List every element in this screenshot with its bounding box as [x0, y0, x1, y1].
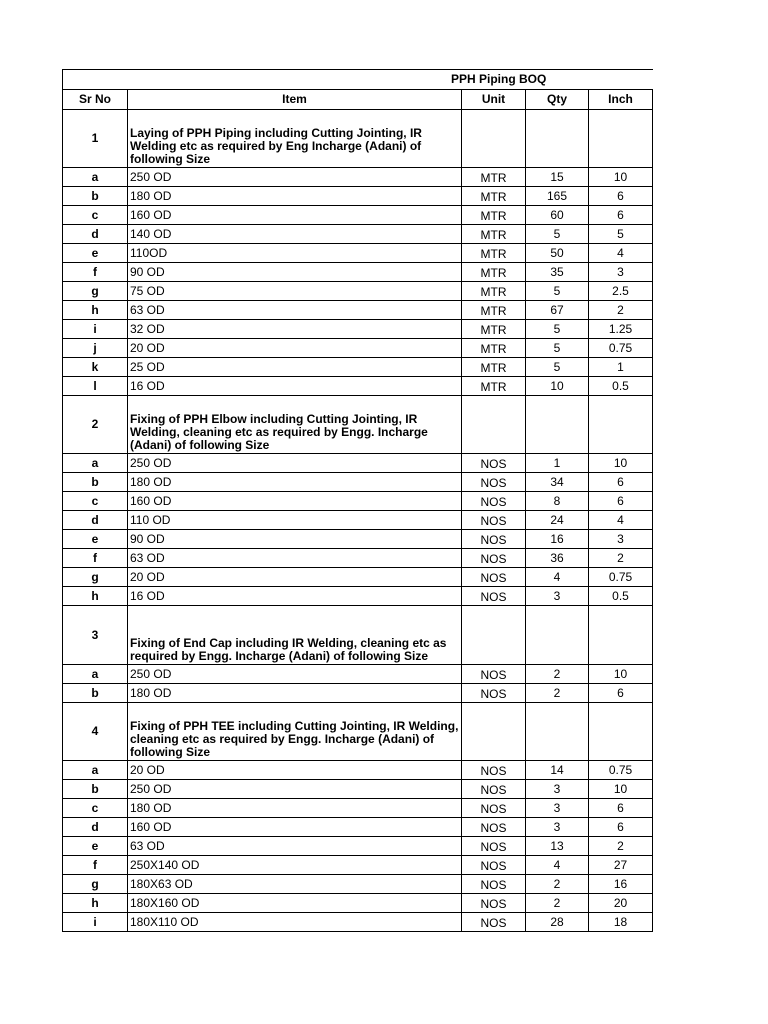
row-item: 160 OD — [128, 818, 462, 837]
row-inch: 4 — [589, 244, 653, 263]
header-qty: Qty — [526, 90, 589, 110]
table-row — [63, 206, 653, 225]
table-row — [63, 761, 653, 780]
row-inch: 6 — [589, 492, 653, 511]
row-unit: NOS — [462, 473, 526, 492]
row-sr-no: k — [63, 358, 128, 377]
row-qty: 3 — [526, 818, 589, 837]
table-row — [63, 511, 653, 530]
row-item: 63 OD — [128, 549, 462, 568]
row-sr-no: f — [63, 856, 128, 875]
section-unit — [462, 703, 526, 761]
row-qty: 14 — [526, 761, 589, 780]
row-inch: 2 — [589, 301, 653, 320]
row-inch: 10 — [589, 454, 653, 473]
row-sr-no: j — [63, 339, 128, 358]
row-inch: 4 — [589, 511, 653, 530]
row-qty: 4 — [526, 568, 589, 587]
row-unit: NOS — [462, 684, 526, 703]
row-unit: NOS — [462, 856, 526, 875]
row-sr-no: a — [63, 454, 128, 473]
table-row — [63, 492, 653, 511]
section-row — [63, 396, 653, 454]
boq-table — [62, 69, 653, 932]
row-item: 25 OD — [128, 358, 462, 377]
row-qty: 24 — [526, 511, 589, 530]
row-sr-no: b — [63, 684, 128, 703]
row-inch: 27 — [589, 856, 653, 875]
row-item: 180 OD — [128, 473, 462, 492]
table-row — [63, 684, 653, 703]
row-unit: NOS — [462, 454, 526, 473]
table-row — [63, 549, 653, 568]
row-item: 110OD — [128, 244, 462, 263]
header-row — [63, 90, 653, 110]
row-item: 180 OD — [128, 187, 462, 206]
row-sr-no: g — [63, 282, 128, 301]
table-row — [63, 856, 653, 875]
row-inch: 18 — [589, 913, 653, 932]
row-item: 63 OD — [128, 301, 462, 320]
row-sr-no: c — [63, 799, 128, 818]
row-item: 250X140 OD — [128, 856, 462, 875]
row-qty: 50 — [526, 244, 589, 263]
row-inch: 6 — [589, 684, 653, 703]
row-item: 180 OD — [128, 684, 462, 703]
row-item: 250 OD — [128, 168, 462, 187]
table-row — [63, 837, 653, 856]
table-row — [63, 339, 653, 358]
title-cell — [63, 70, 653, 90]
row-unit: MTR — [462, 187, 526, 206]
row-sr-no: a — [63, 761, 128, 780]
row-item: 180X110 OD — [128, 913, 462, 932]
row-qty: 5 — [526, 282, 589, 301]
row-qty: 165 — [526, 187, 589, 206]
row-inch: 0.75 — [589, 339, 653, 358]
table-row — [63, 301, 653, 320]
row-sr-no: a — [63, 665, 128, 684]
row-item: 20 OD — [128, 761, 462, 780]
row-qty: 2 — [526, 875, 589, 894]
row-inch: 3 — [589, 530, 653, 549]
row-unit: NOS — [462, 913, 526, 932]
row-sr-no: i — [63, 320, 128, 339]
row-item: 75 OD — [128, 282, 462, 301]
row-sr-no: h — [63, 587, 128, 606]
section-description: Fixing of PPH Elbow including Cutting Jointing, IR Welding, cleaning etc as required by Engg. Incharge (Adani) of following Size — [128, 396, 462, 454]
row-qty: 4 — [526, 856, 589, 875]
row-unit: NOS — [462, 761, 526, 780]
row-sr-no: c — [63, 492, 128, 511]
section-row — [63, 110, 653, 168]
row-sr-no: d — [63, 225, 128, 244]
row-item: 250 OD — [128, 665, 462, 684]
row-inch: 1.25 — [589, 320, 653, 339]
row-qty: 60 — [526, 206, 589, 225]
row-qty: 16 — [526, 530, 589, 549]
row-item: 160 OD — [128, 206, 462, 225]
section-description: Laying of PPH Piping including Cutting Jointing, IR Welding etc as required by Eng Incharge (Adani) of following Size — [128, 110, 462, 168]
table-row — [63, 818, 653, 837]
table-row — [63, 530, 653, 549]
row-inch: 6 — [589, 206, 653, 225]
row-item: 63 OD — [128, 837, 462, 856]
row-inch: 20 — [589, 894, 653, 913]
header-unit: Unit — [462, 90, 526, 110]
row-qty: 2 — [526, 684, 589, 703]
row-sr-no: l — [63, 377, 128, 396]
row-inch: 6 — [589, 799, 653, 818]
row-item: 20 OD — [128, 339, 462, 358]
row-sr-no: g — [63, 568, 128, 587]
row-item: 90 OD — [128, 530, 462, 549]
row-sr-no: e — [63, 244, 128, 263]
row-qty: 15 — [526, 168, 589, 187]
row-qty: 3 — [526, 587, 589, 606]
row-qty: 28 — [526, 913, 589, 932]
section-inch — [589, 110, 653, 168]
row-item: 110 OD — [128, 511, 462, 530]
section-sr-no: 4 — [63, 703, 128, 761]
row-item: 20 OD — [128, 568, 462, 587]
table-row — [63, 282, 653, 301]
row-unit: MTR — [462, 282, 526, 301]
section-row — [63, 606, 653, 665]
row-inch: 10 — [589, 168, 653, 187]
row-item: 250 OD — [128, 454, 462, 473]
row-inch: 2 — [589, 549, 653, 568]
table-row — [63, 454, 653, 473]
row-qty: 10 — [526, 377, 589, 396]
row-sr-no: f — [63, 263, 128, 282]
row-qty: 1 — [526, 454, 589, 473]
row-unit: MTR — [462, 168, 526, 187]
row-qty: 2 — [526, 894, 589, 913]
row-item: 90 OD — [128, 263, 462, 282]
row-unit: NOS — [462, 511, 526, 530]
row-unit: NOS — [462, 492, 526, 511]
row-unit: MTR — [462, 263, 526, 282]
row-unit: NOS — [462, 665, 526, 684]
sheet-title: PPH Piping BOQ — [451, 72, 547, 86]
row-qty: 35 — [526, 263, 589, 282]
section-unit — [462, 396, 526, 454]
section-qty — [526, 703, 589, 761]
table-row — [63, 568, 653, 587]
row-inch: 5 — [589, 225, 653, 244]
table-row — [63, 358, 653, 377]
row-unit: MTR — [462, 358, 526, 377]
section-inch — [589, 396, 653, 454]
row-inch: 3 — [589, 263, 653, 282]
table-row — [63, 799, 653, 818]
row-unit: NOS — [462, 587, 526, 606]
row-unit: MTR — [462, 206, 526, 225]
section-inch — [589, 606, 653, 665]
row-inch: 0.5 — [589, 377, 653, 396]
row-inch: 0.5 — [589, 587, 653, 606]
row-inch: 1 — [589, 358, 653, 377]
section-unit — [462, 606, 526, 665]
row-unit: NOS — [462, 837, 526, 856]
row-unit: NOS — [462, 799, 526, 818]
table-row — [63, 780, 653, 799]
table-row — [63, 587, 653, 606]
section-description: Fixing of End Cap including IR Welding, cleaning etc as required by Engg. Incharge (Adani) of following Size — [128, 606, 462, 665]
table-row — [63, 244, 653, 263]
section-description: Fixing of PPH TEE including Cutting Jointing, IR Welding, cleaning etc as required by Engg. Incharge (Adani) of following Size — [128, 703, 462, 761]
row-item: 180X63 OD — [128, 875, 462, 894]
row-qty: 36 — [526, 549, 589, 568]
row-item: 140 OD — [128, 225, 462, 244]
row-unit: NOS — [462, 530, 526, 549]
table-row — [63, 473, 653, 492]
row-sr-no: g — [63, 875, 128, 894]
row-inch: 6 — [589, 473, 653, 492]
row-unit: NOS — [462, 568, 526, 587]
row-inch: 10 — [589, 665, 653, 684]
row-inch: 0.75 — [589, 761, 653, 780]
row-sr-no: i — [63, 913, 128, 932]
row-unit: MTR — [462, 301, 526, 320]
row-sr-no: a — [63, 168, 128, 187]
header-inch: Inch — [589, 90, 653, 110]
row-unit: MTR — [462, 377, 526, 396]
row-sr-no: d — [63, 511, 128, 530]
table-row — [63, 320, 653, 339]
row-item: 250 OD — [128, 780, 462, 799]
row-item: 180 OD — [128, 799, 462, 818]
row-inch: 2 — [589, 837, 653, 856]
row-inch: 10 — [589, 780, 653, 799]
row-unit: MTR — [462, 339, 526, 358]
row-qty: 34 — [526, 473, 589, 492]
row-qty: 13 — [526, 837, 589, 856]
row-inch: 2.5 — [589, 282, 653, 301]
row-qty: 5 — [526, 225, 589, 244]
table-row — [63, 875, 653, 894]
row-unit: MTR — [462, 225, 526, 244]
table-row — [63, 377, 653, 396]
row-unit: NOS — [462, 818, 526, 837]
row-inch: 16 — [589, 875, 653, 894]
row-inch: 0.75 — [589, 568, 653, 587]
section-row — [63, 703, 653, 761]
table-row — [63, 913, 653, 932]
table-row — [63, 665, 653, 684]
section-qty — [526, 396, 589, 454]
row-sr-no: f — [63, 549, 128, 568]
row-inch: 6 — [589, 818, 653, 837]
header-sr-no: Sr No — [63, 90, 128, 110]
table-row — [63, 894, 653, 913]
section-sr-no: 1 — [63, 110, 128, 168]
row-unit: MTR — [462, 244, 526, 263]
row-unit: NOS — [462, 549, 526, 568]
row-item: 180X160 OD — [128, 894, 462, 913]
row-sr-no: c — [63, 206, 128, 225]
title-row — [63, 70, 653, 90]
row-sr-no: e — [63, 530, 128, 549]
row-item: 32 OD — [128, 320, 462, 339]
row-sr-no: h — [63, 301, 128, 320]
section-sr-no: 2 — [63, 396, 128, 454]
row-sr-no: b — [63, 780, 128, 799]
section-sr-no: 3 — [63, 606, 128, 665]
row-qty: 67 — [526, 301, 589, 320]
section-inch — [589, 703, 653, 761]
row-sr-no: h — [63, 894, 128, 913]
row-item: 16 OD — [128, 587, 462, 606]
row-sr-no: e — [63, 837, 128, 856]
section-qty — [526, 110, 589, 168]
row-qty: 3 — [526, 799, 589, 818]
table-row — [63, 263, 653, 282]
row-item: 16 OD — [128, 377, 462, 396]
header-item: Item — [128, 90, 462, 110]
row-sr-no: b — [63, 473, 128, 492]
section-unit — [462, 110, 526, 168]
row-qty: 5 — [526, 320, 589, 339]
row-unit: NOS — [462, 780, 526, 799]
row-qty: 3 — [526, 780, 589, 799]
table-row — [63, 225, 653, 244]
row-item: 160 OD — [128, 492, 462, 511]
section-qty — [526, 606, 589, 665]
row-sr-no: b — [63, 187, 128, 206]
row-inch: 6 — [589, 187, 653, 206]
row-qty: 8 — [526, 492, 589, 511]
row-sr-no: d — [63, 818, 128, 837]
row-unit: NOS — [462, 875, 526, 894]
table-row — [63, 168, 653, 187]
row-qty: 5 — [526, 358, 589, 377]
row-unit: MTR — [462, 320, 526, 339]
row-qty: 5 — [526, 339, 589, 358]
row-unit: NOS — [462, 894, 526, 913]
table-row — [63, 187, 653, 206]
boq-table-body — [63, 70, 653, 932]
row-qty: 2 — [526, 665, 589, 684]
